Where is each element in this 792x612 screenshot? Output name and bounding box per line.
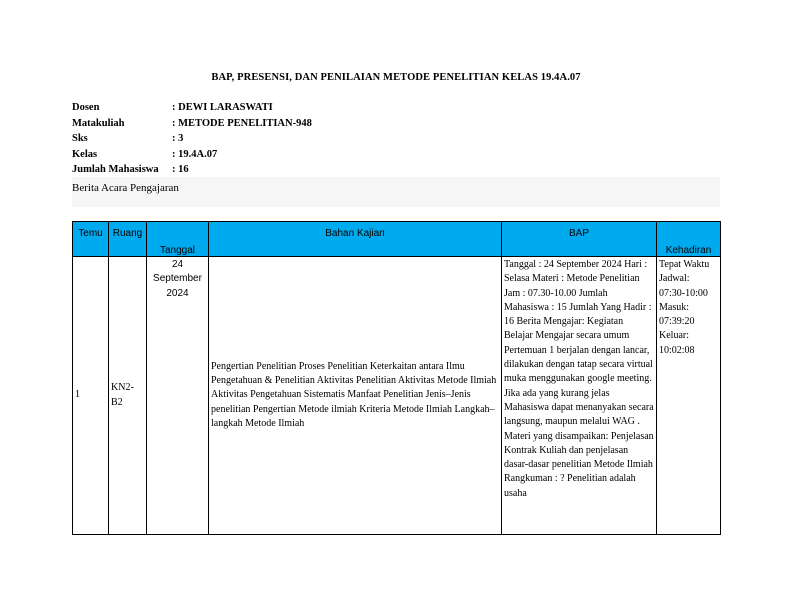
- table-row: [73, 257, 721, 535]
- section-heading-container: [72, 177, 720, 207]
- info-value: : DEWI LARASWATI: [172, 102, 273, 113]
- info-label: Kelas: [72, 148, 98, 160]
- course-info: [72, 100, 312, 178]
- info-row-kelas: [72, 147, 312, 163]
- header-temu: Temu: [73, 222, 109, 257]
- header-bap: BAP: [502, 222, 657, 257]
- bap-table: [72, 221, 721, 535]
- info-row-matakuliah: [72, 116, 312, 132]
- header-ruang: Ruang: [109, 222, 147, 257]
- cell-temu: 1: [73, 257, 109, 535]
- info-row-sks: [72, 131, 312, 147]
- header-kehadiran: Kehadiran: [657, 222, 721, 257]
- info-label: Matakuliah: [72, 117, 125, 129]
- info-label: Jumlah Mahasiswa: [72, 164, 159, 175]
- cell-bap: [502, 257, 657, 535]
- info-label: Dosen: [72, 102, 100, 113]
- cell-ruang: KN2-B2: [109, 257, 147, 535]
- info-row-jumlah-mahasiswa: [72, 162, 312, 178]
- header-tanggal: Tanggal: [147, 222, 209, 257]
- info-value: : 3: [172, 133, 184, 144]
- document-title: BAP, PRESENSI, DAN PENILAIAN METODE PENELITIAN KELAS 19.4A.07: [211, 72, 581, 83]
- cell-tanggal: 24 September 2024: [147, 257, 209, 535]
- section-heading: Berita Acara Pengajaran: [72, 182, 179, 194]
- info-label: Sks: [72, 133, 88, 144]
- cell-kehadiran: Tepat Waktu Jadwal: 07:30-10:00 Masuk: 07:39:20 Keluar: 10:02:08: [657, 257, 721, 535]
- header-bahan-kajian: Bahan Kajian: [209, 222, 502, 257]
- info-value: : METODE PENELITIAN-948: [172, 117, 312, 129]
- info-row-dosen: [72, 100, 312, 116]
- info-value: : 16: [172, 164, 189, 175]
- bap-text: Tanggal : 24 September 2024 Hari : Selasa Materi : Metode Penelitian Jam : 07.30-10.00 Jumlah Mahasiswa : 15 Jumlah Yang Hadir : 16 Berita Mengajar: Kegiatan Belajar Mengajar secara umum Pertemuan 1 berjalan dengan lancar, dilakukan dengan tatap secara virtual muka menggunakan google meeting. Jika ada yang kurang jelas Mahasiswa dapat menanyakan secara langsung, maupun melalui WAG . Materi yang disampaikan: Penjelasan Kontrak Kuliah dan penjelasan dasar-dasar penelitian Metode Ilmiah Rangkuman : ? Penelitian adalah usaha: [504, 259, 654, 499]
- cell-bahan-kajian: Pengertian Penelitian Proses Penelitian Keterkaitan antara Ilmu Pengetahuan & Penelitian Aktivitas Penelitian Aktivitas Metode Ilmiah Aktivitas Pengetahuan Sistematis Manfaat Penelitian Jenis–Jenis penelitian Pengertian Metode ilmiah Kriteria Metode Ilmiah Langkah–langkah Metode Ilmiah: [209, 257, 502, 535]
- info-value: : 19.4A.07: [172, 148, 218, 160]
- table-header-row: [73, 222, 721, 257]
